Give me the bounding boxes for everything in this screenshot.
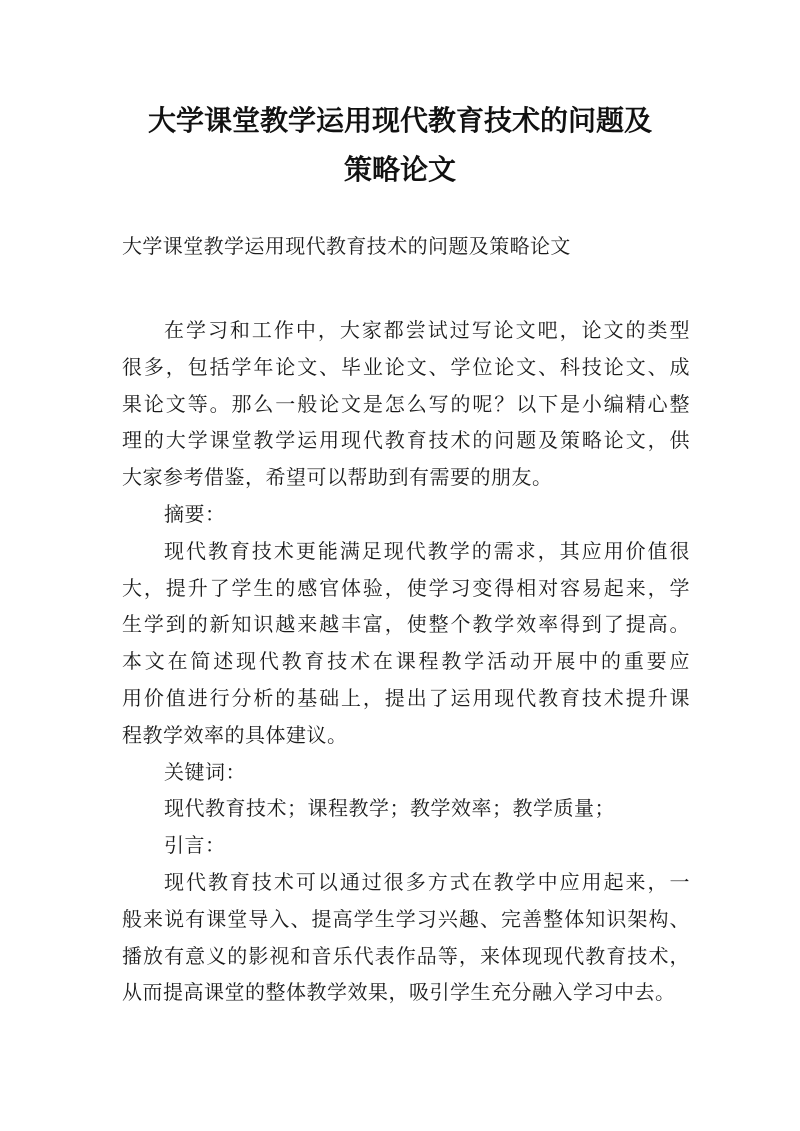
paragraph-line: 用价值进行分析的基础上，提出了运用现代教育技术提升课 <box>122 685 690 710</box>
title-line-2: 策略论文 <box>343 153 456 186</box>
paragraph-line: 本文在简述现代教育技术在课程教学活动开展中的重要应 <box>122 649 690 674</box>
paragraph-line: 般来说有课堂导入、提高学生学习兴趣、完善整体知识架构、 <box>122 906 690 931</box>
paragraph-line: 大家参考借鉴，希望可以帮助到有需要的朋友。 <box>122 465 553 490</box>
document-body <box>122 228 690 1011</box>
paragraph-line: 理的大学课堂教学运用现代教育技术的问题及策略论文，供 <box>122 428 690 453</box>
abstract-label: 摘要： <box>164 501 226 526</box>
paragraph-line: 大，提升了学生的感官体验，使学习变得相对容易起来，学 <box>122 575 690 600</box>
title-line-1: 大学课堂教学运用现代教育技术的问题及 <box>147 104 652 137</box>
paragraph-line: 从而提高课堂的整体教学效果，吸引学生充分融入学习中去。 <box>122 980 676 1005</box>
document-subtitle: 大学课堂教学运用现代教育技术的问题及策略论文 <box>122 234 571 258</box>
introduction-paragraph <box>122 864 690 1011</box>
abstract-paragraph <box>122 533 690 754</box>
intro-paragraph <box>122 312 690 496</box>
paragraph-line: 生学到的新知识越来越丰富，使整个教学效率得到了提高。 <box>122 612 690 637</box>
paragraph-line: 在学习和工作中，大家都尝试过写论文吧，论文的类型 <box>164 318 690 342</box>
paragraph-line: 很多，包括学年论文、毕业论文、学位论文、科技论文、成 <box>122 354 690 379</box>
introduction-label: 引言： <box>164 833 226 858</box>
keywords-list: 现代教育技术；课程教学；教学效率；教学质量； <box>164 796 615 821</box>
paragraph-line: 果论文等。那么一般论文是怎么写的呢？以下是小编精心整 <box>122 391 690 416</box>
paragraph-line: 程教学效率的具体建议。 <box>122 722 348 747</box>
paragraph-line: 播放有意义的影视和音乐代表作品等，来体现现代教育技术， <box>122 943 690 968</box>
paragraph-line: 现代教育技术更能满足现代教学的需求，其应用价值很 <box>164 538 690 563</box>
paragraph-line: 现代教育技术可以通过很多方式在教学中应用起来，一 <box>164 869 690 894</box>
keywords-label: 关键词： <box>164 759 246 784</box>
document-title <box>100 96 700 194</box>
